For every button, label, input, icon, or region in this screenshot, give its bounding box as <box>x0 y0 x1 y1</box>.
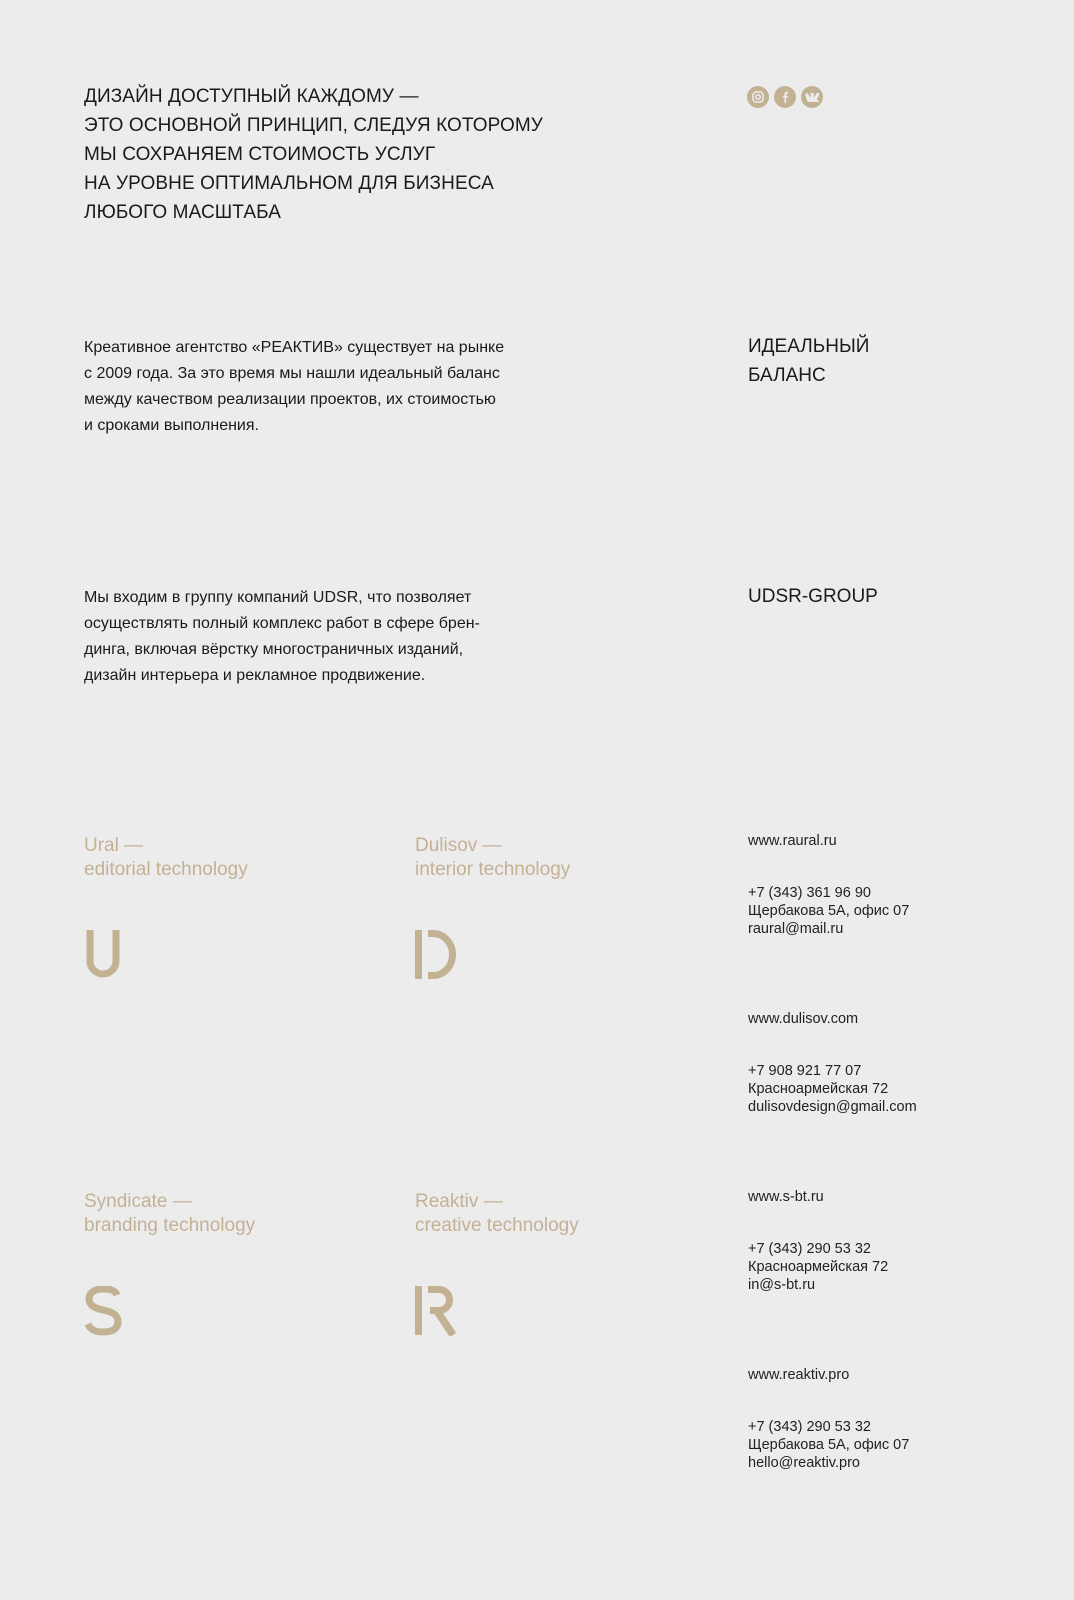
address: Щербакова 5А, офис 07 <box>748 1437 910 1453</box>
heading-line: ИДЕАЛЬНЫЙ <box>748 336 870 357</box>
paragraph-line: и сроками выполнения. <box>84 417 259 434</box>
address: Красноармейская 72 <box>748 1259 889 1275</box>
paragraph-line: осуществлять полный комплекс работ в сфере брен- <box>84 615 480 632</box>
website-link[interactable]: www.dulisov.com <box>748 1011 859 1027</box>
phone-number[interactable]: +7 (343) 361 96 90 <box>748 885 871 901</box>
email-link[interactable]: dulisovdesign@gmail.com <box>748 1099 917 1115</box>
instagram-icon[interactable] <box>747 86 769 108</box>
paragraph-line: Мы входим в группу компаний UDSR, что позволяет <box>84 589 472 606</box>
company-syndicate <box>84 1190 384 1238</box>
website-link[interactable]: www.raural.ru <box>748 833 837 849</box>
paragraph-line: дизайн интерьера и рекламное продвижение. <box>84 667 426 684</box>
letter-r-logo <box>415 1286 459 1336</box>
company-title <box>84 1190 384 1238</box>
phone-number[interactable]: +7 (343) 290 53 32 <box>748 1241 871 1257</box>
hero-line: МЫ СОХРАНЯЕМ СТОИМОСТЬ УСЛУГ <box>84 144 436 165</box>
hero-statement <box>84 82 644 227</box>
company-name: Reaktiv — <box>415 1191 503 1212</box>
contact-syndicate <box>748 1188 888 1294</box>
heading-line: БАЛАНС <box>748 365 826 386</box>
email-link[interactable]: hello@reaktiv.pro <box>748 1455 860 1471</box>
hero-line: НА УРОВНЕ ОПТИМАЛЬНОМ ДЛЯ БИЗНЕСА <box>84 173 494 194</box>
address: Щербакова 5А, офис 07 <box>748 903 910 919</box>
company-tagline: interior technology <box>415 859 571 880</box>
email-link[interactable]: raural@mail.ru <box>748 921 844 937</box>
contact-dulisov <box>748 1010 917 1116</box>
paragraph-line: между качеством реализации проектов, их стоимостью <box>84 391 496 408</box>
letter-s-logo <box>84 1286 124 1336</box>
heading-line: UDSR-GROUP <box>748 586 878 607</box>
company-dulisov <box>415 834 715 882</box>
balance-heading <box>748 332 869 390</box>
company-title <box>84 834 384 882</box>
company-tagline: branding technology <box>84 1215 256 1236</box>
website-link[interactable]: www.s-bt.ru <box>748 1189 824 1205</box>
facebook-icon[interactable] <box>774 86 796 108</box>
vk-icon[interactable] <box>801 86 823 108</box>
paragraph-line: с 2009 года. За это время мы нашли идеальный баланс <box>84 365 500 382</box>
email-link[interactable]: in@s-bt.ru <box>748 1277 816 1293</box>
company-name: Ural — <box>84 835 144 856</box>
company-name: Syndicate — <box>84 1191 192 1212</box>
company-tagline: editorial technology <box>84 859 248 880</box>
address: Красноармейская 72 <box>748 1081 889 1097</box>
contact-ural <box>748 832 909 938</box>
contact-reaktiv <box>748 1366 909 1472</box>
hero-line: ЛЮБОГО МАСШТАБА <box>84 202 282 223</box>
paragraph-line: динга, включая вёрстку многостраничных изданий, <box>84 641 464 658</box>
group-paragraph <box>84 585 554 689</box>
phone-number[interactable]: +7 (343) 290 53 32 <box>748 1419 871 1435</box>
letter-d-logo <box>415 930 459 980</box>
company-ural <box>84 834 384 882</box>
hero-line: ЭТО ОСНОВНОЙ ПРИНЦИП, СЛЕДУЯ КОТОРОМУ <box>84 115 543 136</box>
group-heading <box>748 582 878 611</box>
about-paragraph <box>84 335 554 439</box>
company-title <box>415 834 715 882</box>
social-links <box>747 86 823 108</box>
company-tagline: creative technology <box>415 1215 579 1236</box>
company-title <box>415 1190 715 1238</box>
hero-line: ДИЗАЙН ДОСТУПНЫЙ КАЖДОМУ — <box>84 86 419 107</box>
phone-number[interactable]: +7 908 921 77 07 <box>748 1063 862 1079</box>
website-link[interactable]: www.reaktiv.pro <box>748 1367 850 1383</box>
company-reaktiv <box>415 1190 715 1238</box>
paragraph-line: Креативное агентство «РЕАКТИВ» существует на рынке <box>84 339 505 356</box>
company-name: Dulisov — <box>415 835 502 856</box>
letter-u-logo <box>84 930 124 980</box>
